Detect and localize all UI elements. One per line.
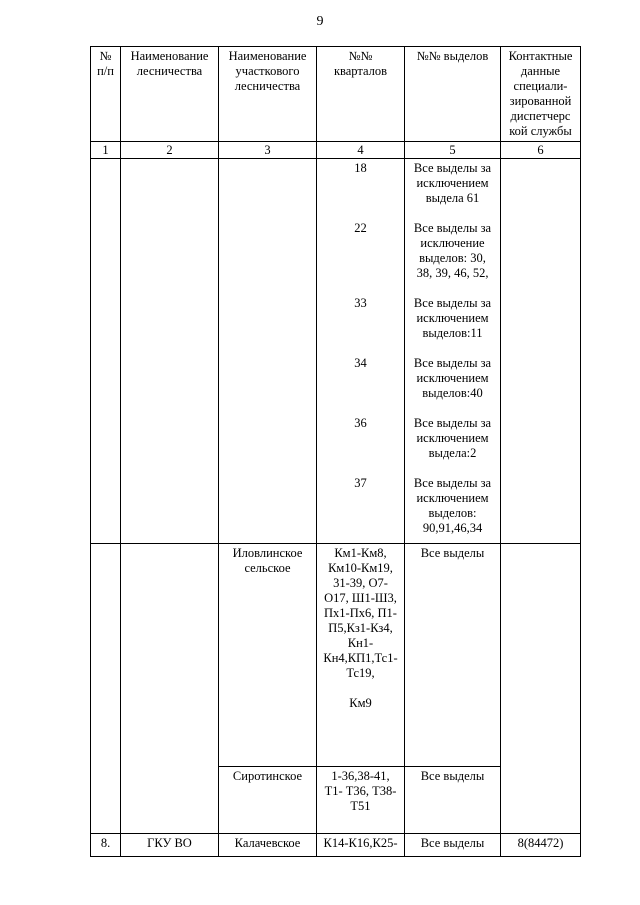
list-item: Все выделы за исключение выделов: 30, 38, 39, 46, 52, xyxy=(413,221,492,280)
cell-contact xyxy=(501,544,581,834)
list-item: Все выделы за исключением выделов: 90,91,46,34 xyxy=(413,476,492,535)
column-number-row xyxy=(91,142,581,159)
list-item: 22 xyxy=(354,221,367,235)
column-number: 2 xyxy=(121,142,219,159)
cell-district: Иловлинское сельское xyxy=(219,544,317,767)
cell-contact: 8(84472) xyxy=(501,834,581,857)
list-item: 34 xyxy=(354,356,367,370)
cell-number xyxy=(91,544,121,834)
column-number: 4 xyxy=(317,142,405,159)
page-number: 9 xyxy=(316,14,324,29)
cell-forestry: ГКУ ВО xyxy=(121,834,219,857)
list-item: 33 xyxy=(354,296,367,310)
table-row xyxy=(91,159,581,544)
header-forestry: Наименование лесничества xyxy=(121,47,219,142)
column-number: 5 xyxy=(405,142,501,159)
cell-forestry xyxy=(121,159,219,544)
cell-quarters xyxy=(317,159,405,544)
list-item: Все выделы за исключением выдела 61 xyxy=(413,161,492,205)
cell-district: Сиротинское xyxy=(219,767,317,834)
column-number: 3 xyxy=(219,142,317,159)
header-number: № п/п xyxy=(91,47,121,142)
forestry-table xyxy=(90,46,581,857)
cell-district: Калачевское xyxy=(219,834,317,857)
header-contact: Контактные данные специали- зированной диспетчерс кой службы xyxy=(501,47,581,142)
cell-plots xyxy=(405,159,501,544)
table-row xyxy=(91,834,581,857)
cell-number xyxy=(91,159,121,544)
header-row xyxy=(91,47,581,142)
header-plots: №№ выделов xyxy=(405,47,501,142)
cell-plots: Все выделы xyxy=(405,834,501,857)
header-quarters: №№ кварталов xyxy=(317,47,405,142)
list-item: 36 xyxy=(354,416,367,430)
list-item: 18 xyxy=(354,161,367,175)
cell-contact xyxy=(501,159,581,544)
cell-number: 8. xyxy=(91,834,121,857)
column-number: 1 xyxy=(91,142,121,159)
list-item: 37 xyxy=(354,476,367,490)
cell-district xyxy=(219,159,317,544)
table-row xyxy=(91,544,581,767)
column-number: 6 xyxy=(501,142,581,159)
cell-quarters: Км1-Км8, Км10-Км19, 31-39, О7- О17, Ш1-Ш3, Пх1-Пх6, П1- П5,Кз1-Кз4, Кн1- Кн4,КП1,Тс1- Тс19, Км9 xyxy=(317,544,405,767)
cell-forestry xyxy=(121,544,219,834)
cell-quarters: 1-36,38-41, Т1- Т36, Т38- Т51 xyxy=(317,767,405,834)
cell-quarters: К14-К16,К25- xyxy=(317,834,405,857)
list-item: Все выделы за исключением выдела:2 xyxy=(413,416,492,460)
cell-plots: Все выделы xyxy=(405,767,501,834)
list-item: Все выделы за исключением выделов:11 xyxy=(413,296,492,340)
header-district: Наименование участкового лесничества xyxy=(219,47,317,142)
cell-plots: Все выделы xyxy=(405,544,501,767)
list-item: Все выделы за исключением выделов:40 xyxy=(413,356,492,400)
